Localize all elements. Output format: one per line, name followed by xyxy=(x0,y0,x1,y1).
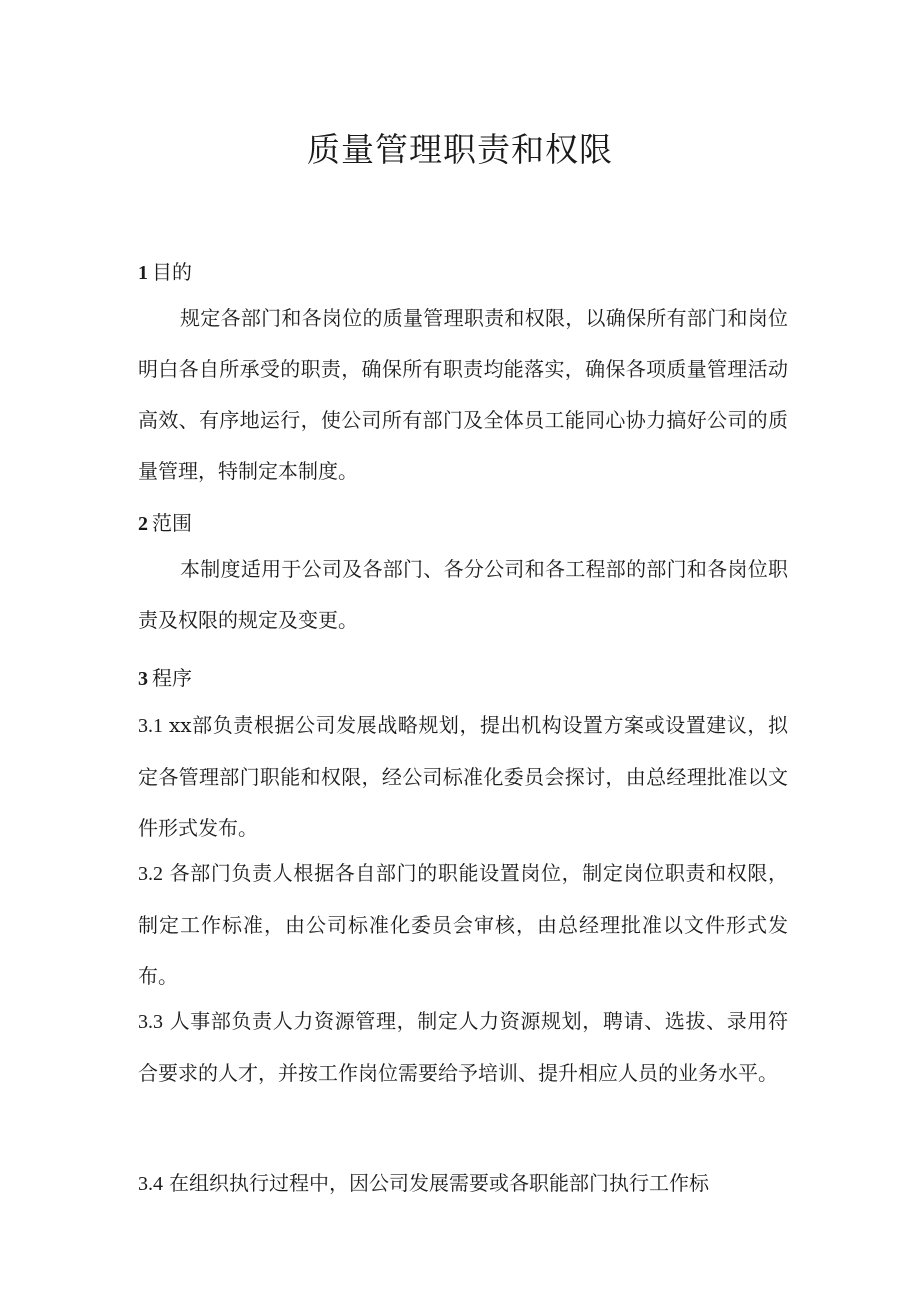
procedure-item xyxy=(138,848,788,1002)
section-heading-procedure xyxy=(138,664,192,693)
section-heading-purpose xyxy=(138,258,192,287)
section-body-purpose: 规定各部门和各岗位的质量管理职责和权限，以确保所有部门和岗位明白各自所承受的职责，确保所有职责均能落实，确保各项质量管理活动高效、有序地运行，使公司所有部门及全体员工能同心协力搞好公司的质量管理，特制定本制度。 xyxy=(138,306,788,483)
document-title: 质量管理职责和权限 xyxy=(307,130,613,169)
procedure-item xyxy=(138,996,788,1099)
section-title: 程序 xyxy=(152,666,192,690)
procedure-item xyxy=(138,1158,788,1210)
procedure-item-text: 人事部负责人力资源管理，制定人力资源规划，聘请、选拔、录用符合要求的人才，并按工作岗位需要给予培训、提升相应人员的业务水平。 xyxy=(138,1009,788,1085)
procedure-item-text: xx部负责根据公司发展战略规划，提出机构设置方案或设置建议，拟定各管理部门职能和权限，经公司标准化委员会探讨，由总经理批准以文件形式发布。 xyxy=(138,713,788,840)
procedure-item-text: 各部门负责人根据各自部门的职能设置岗位，制定岗位职责和权限，制定工作标准，由公司标准化委员会审核，由总经理批准以文件形式发布。 xyxy=(138,861,788,988)
section-number: 3 xyxy=(138,668,148,690)
procedure-item-text: 在组织执行过程中，因公司发展需要或各职能部门执行工作标 xyxy=(169,1171,709,1195)
procedure-item-number: 3.2 xyxy=(138,863,163,885)
procedure-item xyxy=(138,700,788,854)
section-title: 目的 xyxy=(152,260,192,284)
section-title: 范围 xyxy=(152,511,192,535)
procedure-item-number: 3.1 xyxy=(138,715,163,737)
section-heading-scope xyxy=(138,509,192,538)
section-body-scope: 本制度适用于公司及各部门、各分公司和各工程部的部门和各岗位职责及权限的规定及变更。 xyxy=(138,557,788,632)
section-number: 2 xyxy=(138,513,148,535)
procedure-item-number: 3.3 xyxy=(138,1011,163,1033)
section-number: 1 xyxy=(138,262,148,284)
procedure-item-number: 3.4 xyxy=(138,1173,163,1195)
